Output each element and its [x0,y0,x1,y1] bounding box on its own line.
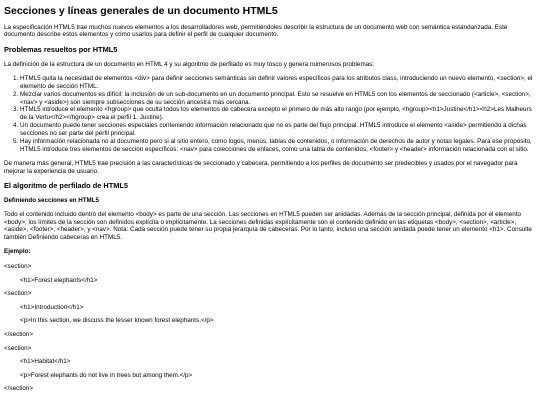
list-item: 2. Mezclar varios documentos es difícil: la inclusión de un sub-documento en un documento principal. Esto se resuelve en HTML5 con los elementos de seccionado (<article>, <section>, <nav> y <aside>) son siempre subsecciones de su sección ancestra más cercana. [20,91,536,107]
list-item: 3. HTML5 introduce el elemento <hgroup> que oculta todos los elementos de cabecera excepto el primero de más alto rango (por ejemplo, <hgroup><h1>Justine</h1><h2>Les Malheurs de la Vertu</h2></hgroup> crea el perfil 1. Justine). [20,106,536,122]
problems-paragraph: La definición de la estructura de un documento en HTML 4 y su algoritmo de perfilado es muy tosco y genera numerosos problemas: [4,61,375,69]
section-heading-problems: Problemas resueltos por HTML5 [4,45,118,55]
page-title: Secciones y líneas generales de un documento HTML5 [4,5,278,17]
list-item: 4. Un documento puede tener secciones especiales conteniendo información relacionado que no es parte del flujo principal. HTML5 introduce el elemento <aside> permitiendo a dichas secciones no ser parte del perfil principal. [20,122,536,138]
subheading-defining-sections: Definiendo secciones en HTML5 [4,197,99,205]
example-label: Ejemplo: [4,248,31,256]
code-line: <p>Forest elephants do not live in trees but among them.</p> [20,371,193,379]
code-line: <p>In this section, we discuss the lesser known forest elephants.</p> [20,317,214,325]
code-line: <h1>Forest elephants</h1> [20,276,98,284]
code-line: <section> [4,290,32,298]
code-line: </section> [4,385,34,393]
code-line: </section> [4,330,34,338]
list-item: 1. HTML5 quita la necesidad de elementos <div> para definir secciones semánticas sin definir valores específicos para los atributos class, introduciendo un nuevo elemento, <section>, el elemento de sección HTML. [20,75,536,91]
list-item: 5. Hay información relacionada no al documento pero si al sitio entero, como logos, menús, tablas de contenidos, o información de derechos de autor y notas legales. Para ese propósito, HTML5 introduce tres elementos de sección específicos: <nav> para colecciones de enlaces, como una tabla de contenidos, <footer> y <header> información relacionada con el sitio. [20,138,536,154]
code-line: <section> [4,344,32,352]
code-line: <h1>Introduction</h1> [20,303,84,311]
intro-paragraph: La especificación HTML5 trae muchos nuevos elementos a los desarrolladores web, permitiéndoles describir la estructura de un documento web con semántica estandarizada. Este documento describe estos elementos y cómo usarlos para definir el perfil de cualquier documento. [4,23,508,39]
code-example [4,262,536,398]
defining-sections-paragraph: Todo el contenido incluido dentro del elemento <body> es parte de una sección. Las secciones en HTML5 pueden ser anidadas. Además de la sección principal, definida por el elemento <body>, los límites de la sección son definidos explícita o implícitamente. La secciones definidas explícitamente son el contenido definido en las etiquetas <body>, <section>, <article>, <aside>, <footer>, <header>, y <nav>. Nota: Cada sección puede tener su propia jerarquía de cabeceras. Por lo tanto, incluso una sección anidada puede tener un elemento <h1>. Consulte también Definiendo cabeceras en HTML5. [4,210,532,242]
section-heading-algorithm: El algoritmo de perfilado de HTML5 [4,181,129,191]
code-line: <section> [4,262,32,270]
code-line: <h1>Habitat</h1> [20,358,71,366]
problems-list [4,75,536,154]
conclusion-paragraph: De manera más general, HTML5 trae precisión a las características de seccionado y cabecera, permitiendo a los perfiles de documento ser predecibles y usados por el navegador para mejorar la experiencia de usuario. [4,159,518,175]
